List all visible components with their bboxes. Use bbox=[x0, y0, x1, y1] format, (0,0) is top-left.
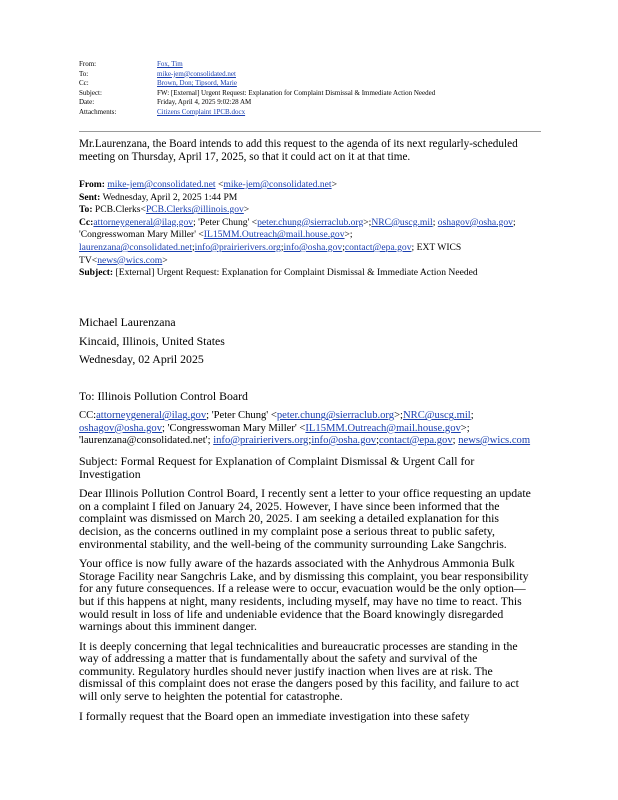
header-subject-row bbox=[79, 89, 435, 99]
forwarded-cc-line: Cc:attorneygeneral@ilag.gov; 'Peter Chung' <peter.chung@sierraclub.org>;NRC@uscg.mil; oshagov@osha.gov; 'Congresswoman Mary Miller' <IL15MM.Outreach@mail.house.gov>; laurenzana@consolidated.net;info@prairierivers.org;info@osha.gov;contact@epa.gov; EXT WICS TV<news@wics.com> bbox=[79, 216, 516, 266]
forwarded-cc-link-10[interactable]: news@wics.com bbox=[97, 254, 163, 266]
forwarded-from-line: From: mike-jem@consolidated.net <mike-jem@consolidated.net> bbox=[79, 179, 338, 190]
letter-date: Wednesday, 02 April 2025 bbox=[79, 352, 204, 367]
forwarded-cc-link-7[interactable]: info@prairierivers.org bbox=[194, 241, 281, 253]
letter-cc-link-2[interactable]: peter.chung@sierraclub.org bbox=[276, 410, 395, 422]
forwarded-cc-label: Cc: bbox=[79, 216, 94, 228]
forwarded-to-line: To: PCB.Clerks<PCB.Clerks@illinois.gov> bbox=[79, 204, 250, 216]
header-subject-value: FW: [External] Urgent Request: Explanation for Complaint Dismissal & Immediate Action Needed bbox=[157, 88, 436, 97]
letter-paragraph-3: It is deeply concerning that legal technicalities and bureaucratic processes are standing in the way of addressing a matter that is fundamentally about the safety and survival of the community. Regulatory hurdles should never justify inaction when lives are at risk. The dismissal of this complaint does not erase the dangers posed by this facility, and failure to act will only serve to heighten the potential for catastrophe. bbox=[79, 638, 519, 704]
letter-cc-link-5[interactable]: IL15MM.Outreach@mail.house.gov bbox=[305, 422, 461, 434]
forwarded-subject-label: Subject: bbox=[79, 267, 114, 279]
letter-paragraph-2: Your office is now fully aware of the hazards associated with the Anhydrous Ammonia Bulk Storage Facility near Sangchris Lake, and by dismissing this complaint, you bear responsibility for any future consequences. If a release were to occur, evacuation would be the only option—but if this happens at night, many residents, including myself, may have no time to react. This would result in loss of life and undeniable evidence that the Board knowingly disregarded warnings about this imminent danger. bbox=[79, 556, 529, 634]
forwarded-cc-link-2[interactable]: peter.chung@sierraclub.org bbox=[257, 216, 364, 228]
forwarded-cc-link-9[interactable]: contact@epa.gov bbox=[344, 241, 412, 253]
letter-cc-link-6[interactable]: info@prairierivers.org bbox=[213, 434, 309, 446]
sender-location: Kincaid, Illinois, United States bbox=[79, 333, 225, 348]
forwarded-sent-label: Sent: bbox=[79, 191, 101, 203]
letter-cc-link-7[interactable]: info@osha.gov bbox=[311, 434, 377, 446]
letter-cc-link-9[interactable]: news@wics.com bbox=[458, 434, 531, 446]
forwarded-to-label: To: bbox=[79, 204, 93, 216]
header-from-row bbox=[79, 60, 435, 70]
header-cc-link[interactable]: Brown, Don; Tipsord, Marie bbox=[157, 79, 237, 88]
attachment-link[interactable]: Citizens Complaint 1PCB.docx bbox=[157, 107, 246, 116]
forwarded-to-link[interactable]: PCB.Clerks@illinois.gov bbox=[145, 204, 244, 216]
forwarded-cc-link-6[interactable]: laurenzana@consolidated.net bbox=[79, 241, 192, 253]
forwarded-sent-line bbox=[79, 192, 544, 205]
forwarded-from-link[interactable]: mike-jem@consolidated.net bbox=[107, 179, 216, 190]
letter-cc-block: CC:attorneygeneral@ilag.gov; 'Peter Chung' <peter.chung@sierraclub.org>;NRC@uscg.mil; oshagov@osha.gov; 'Congresswoman Mary Miller' <IL15MM.Outreach@mail.house.gov>; 'laurenzana@consolidated.net'; info@prairierivers.org;info@osha.gov;contact@epa.gov; news@wics.com bbox=[79, 410, 531, 446]
header-cc-label: Cc: bbox=[79, 79, 89, 88]
letter-to-line: To: Illinois Pollution Control Board bbox=[79, 388, 248, 403]
letter-subject: Subject: Formal Request for Explanation of Complaint Dismissal & Urgent Call for Investigation bbox=[79, 453, 475, 481]
forwarded-cc-text-2: 'Congresswoman Mary Miller' < bbox=[79, 229, 204, 241]
forwarded-cc-text-3: EXT WICS TV bbox=[79, 241, 462, 266]
header-attachments-row bbox=[79, 108, 435, 118]
letter-paragraph-4: I formally request that the Board open an immediate investigation into these safety bbox=[79, 708, 470, 723]
header-date-label: Date: bbox=[79, 98, 95, 107]
header-date-value: Friday, April 4, 2025 9:02:28 AM bbox=[157, 98, 252, 107]
forwarded-sent-value: Wednesday, April 2, 2025 1:44 PM bbox=[102, 191, 238, 203]
sender-name: Michael Laurenzana bbox=[79, 315, 176, 329]
letter-cc-text-2: 'Congresswoman Mary Miller' < bbox=[167, 422, 306, 434]
forwarded-cc-link-8[interactable]: info@osha.gov bbox=[283, 241, 343, 253]
intro-text: Mr.Laurenzana, the Board intends to add this request to the agenda of its next regularly-scheduled meeting on Thursday, April 17, 2025, so that it could act on it at that time. bbox=[79, 138, 518, 163]
letter-cc-label: CC: bbox=[79, 410, 97, 422]
header-divider bbox=[79, 131, 541, 132]
header-from-link[interactable]: Fox, Tim bbox=[157, 60, 183, 68]
forwarded-from-label: From: bbox=[79, 179, 105, 190]
email-header bbox=[79, 60, 435, 118]
header-to-label: To: bbox=[79, 69, 89, 78]
letter-body bbox=[79, 316, 535, 729]
forwarded-to-prefix: PCB.Clerks bbox=[94, 204, 141, 216]
forwarded-from-link-2[interactable]: mike-jem@consolidated.net bbox=[223, 179, 332, 190]
forwarded-header bbox=[79, 179, 544, 280]
forwarded-cc-link-1[interactable]: attorneygeneral@ilag.gov bbox=[93, 216, 194, 228]
header-to-row bbox=[79, 70, 435, 80]
forwarded-subject-line bbox=[79, 267, 544, 280]
letter-cc-text-1: ; 'Peter Chung' < bbox=[206, 410, 277, 422]
sender-block bbox=[79, 316, 535, 366]
header-to-link[interactable]: mike-jem@consolidated.net bbox=[157, 69, 236, 78]
letter-cc-link-1[interactable]: attorneygeneral@ilag.gov bbox=[96, 410, 207, 422]
forwarded-cc-link-3[interactable]: NRC@uscg.mil bbox=[371, 216, 433, 228]
letter-cc-link-4[interactable]: oshagov@osha.gov bbox=[79, 422, 163, 434]
letter-cc-link-3[interactable]: NRC@uscg.mil bbox=[403, 410, 471, 422]
letter-cc-text-3: 'laurenzana@consolidated.net'; bbox=[79, 434, 211, 446]
forwarded-cc-link-4[interactable]: oshagov@osha.gov bbox=[437, 216, 513, 228]
header-date-row bbox=[79, 98, 435, 108]
header-cc-row bbox=[79, 79, 435, 89]
header-attachments-label: Attachments: bbox=[79, 107, 117, 116]
forwarded-subject-value: [External] Urgent Request: Explanation for Complaint Dismissal & Immediate Action Needed bbox=[115, 267, 478, 279]
forwarded-cc-text-1: ; 'Peter Chung' < bbox=[193, 216, 258, 228]
header-subject-label: Subject: bbox=[79, 88, 102, 97]
letter-paragraph-1: Dear Illinois Pollution Control Board, I recently sent a letter to your office requesting an update on a complaint I filed on January 24, 2025. However, I have since been informed that the complaint was dismissed on March 20, 2025. I am seeking a detailed explanation for this decision, as the concerns outlined in my complaint pose a serious threat to public safety, environmental stability, and the well-being of the community surrounding Lake Sangchris. bbox=[79, 486, 531, 551]
letter-cc-link-8[interactable]: contact@epa.gov bbox=[379, 434, 453, 446]
forwarded-cc-link-5[interactable]: IL15MM.Outreach@mail.house.gov bbox=[203, 229, 345, 241]
header-from-label: From: bbox=[79, 60, 97, 68]
